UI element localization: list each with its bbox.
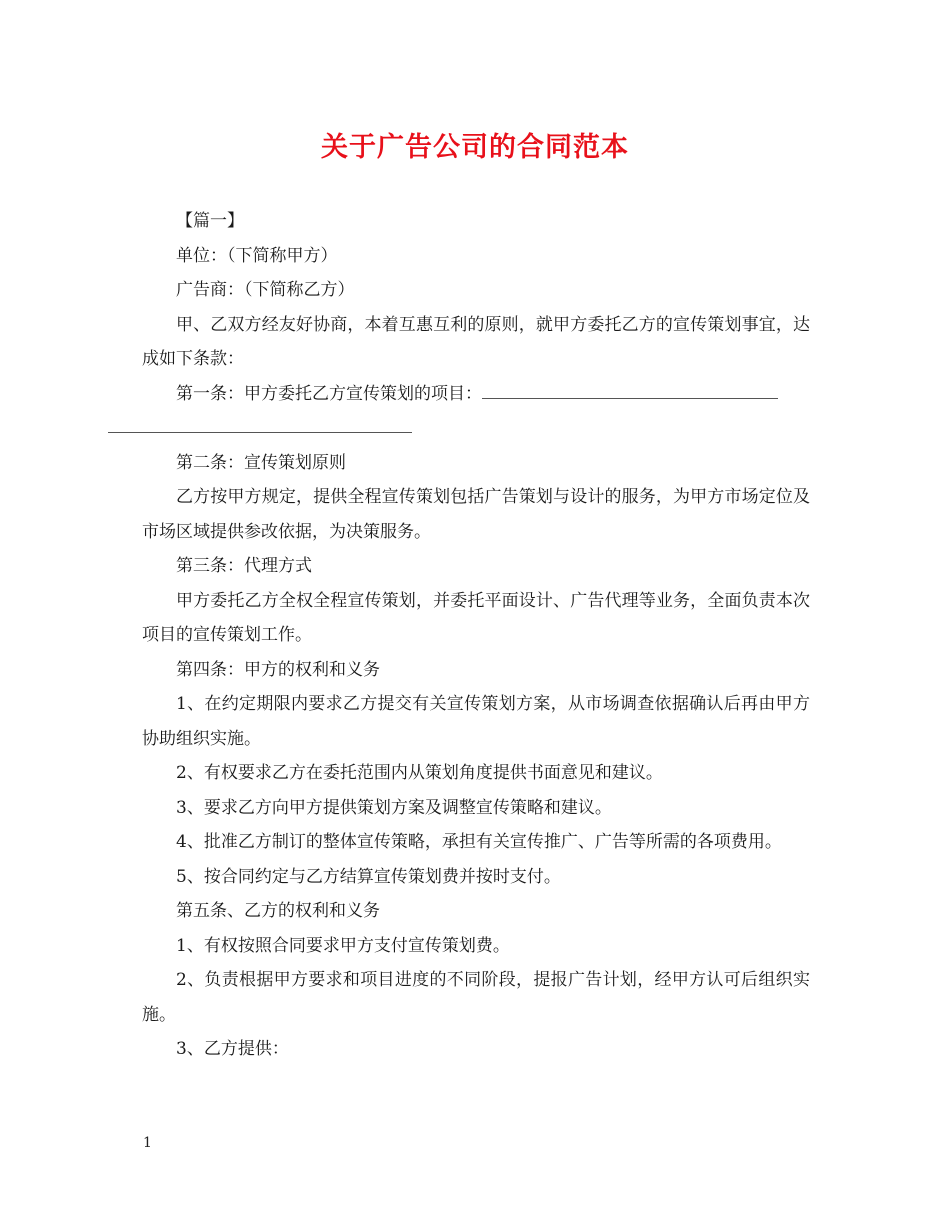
article-5-heading: 第五条、乙方的权利和义务 bbox=[176, 901, 380, 921]
article-5-item: 2、负责根据甲方要求和项目进度的不同阶段，提报广告计划，经甲方认可后组织实施。 bbox=[142, 970, 810, 1025]
article-4-item: 5、按合同约定与乙方结算宣传策划费并按时支付。 bbox=[176, 866, 561, 887]
section-marker: 【篇一】 bbox=[176, 211, 244, 231]
article-2-heading: 第二条：宣传策划原则 bbox=[176, 452, 346, 473]
preamble-paragraph: 甲、乙双方经友好协商，本着互惠互利的原则，就甲方委托乙方的宣传策划事宜，达成如下条款： bbox=[142, 314, 810, 369]
article-4-item: 2、有权要求乙方在委托范围内从策划角度提供书面意见和建议。 bbox=[176, 763, 663, 783]
article-4-item: 3、要求乙方向甲方提供策划方案及调整宣传策略和建议。 bbox=[176, 797, 612, 818]
article-5-item: 3、乙方提供： bbox=[176, 1039, 289, 1059]
fill-in-blank-line bbox=[482, 384, 778, 399]
article-5-item: 1、有权按照合同要求甲方支付宣传策划费。 bbox=[176, 935, 510, 956]
party-b-line: 广告商：（下简称乙方） bbox=[176, 280, 355, 300]
article-2-paragraph: 乙方按甲方规定，提供全程宣传策划包括广告策划与设计的服务，为甲方市场定位及市场区域提供参改依据，为决策服务。 bbox=[142, 487, 810, 542]
article-1-text: 第一条：甲方委托乙方宣传策划的项目： bbox=[176, 383, 482, 404]
article-4-item: 4、批准乙方制订的整体宣传策略，承担有关宣传推广、广告等所需的各项费用。 bbox=[176, 832, 782, 852]
party-a-line: 单位：（下简称甲方） bbox=[176, 245, 338, 266]
article-4-item: 1、在约定期限内要求乙方提交有关宣传策划方案，从市场调查依据确认后再由甲方协助组织实施。 bbox=[142, 694, 810, 749]
article-4-heading: 第四条：甲方的权利和义务 bbox=[176, 659, 380, 680]
document-title: 关于广告公司的合同范本 bbox=[321, 132, 629, 163]
article-3-heading: 第三条：代理方式 bbox=[176, 556, 312, 576]
document-body bbox=[142, 204, 810, 1067]
fill-in-blank-line-continued bbox=[108, 418, 412, 433]
article-1-paragraph bbox=[142, 377, 810, 446]
article-3-paragraph: 甲方委托乙方全权全程宣传策划，并委托平面设计、广告代理等业务，全面负责本次项目的宣传策划工作。 bbox=[142, 590, 810, 645]
page-number: 1 bbox=[143, 1135, 152, 1151]
